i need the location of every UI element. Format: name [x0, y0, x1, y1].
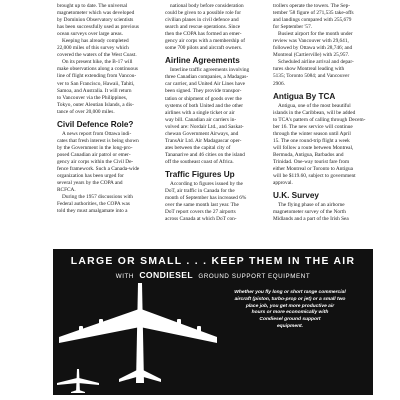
text-line: posed Canadian air patrol or emer- — [57, 151, 131, 158]
heading-antigua: Antigua By TCA — [273, 91, 336, 101]
text-line: search and rescue operations. Since — [165, 24, 241, 31]
text-line: Keeping has already completed — [62, 38, 129, 45]
text-line: ver to San Francisco, Hawaii, Tahiti, — [57, 80, 135, 87]
text-line: told they must amalgamate into a — [57, 208, 128, 215]
text-line: The flying phase of an airborne — [278, 202, 345, 209]
text-line: three Canadian companies, a Madagas- — [165, 74, 249, 81]
column-1-text-a — [57, 3, 154, 116]
column-3-text-b — [273, 103, 369, 188]
text-line: Scheduled airline arrival and depar- — [278, 59, 354, 66]
text-line: by the Government in the long-pro- — [57, 144, 133, 151]
text-line: Antigua, one of the most beautiful — [278, 102, 351, 109]
text-line: civilian planes in civil defence and — [165, 17, 239, 24]
text-line: tation or shipment of goods over the — [165, 95, 242, 102]
column-2-text-c — [165, 181, 261, 223]
text-line: has been successfully used as previous — [57, 24, 139, 31]
text-line: review was Vancouver with 29,641, — [273, 38, 349, 45]
ad-copy-line: equipment. — [276, 323, 304, 329]
heading-civil-defence: Civil Defence Role? — [57, 119, 134, 129]
text-line: gency air corps within the Civil De- — [57, 158, 134, 165]
text-line: off the southeast coast of Africa. — [165, 158, 234, 165]
text-line: ber 16. The new service will continue — [273, 123, 353, 130]
text-line: for September '57. — [273, 24, 313, 31]
text-line: gency air corps with a membership of — [165, 38, 246, 45]
column-1-text-b — [57, 131, 154, 216]
small-aircraft-silhouette-icon — [57, 369, 99, 393]
text-line: covered the waters of the West Coast. — [57, 52, 137, 59]
text-line: either Montreal or Toronto to Antigua — [273, 165, 353, 172]
text-line: tance of over 20,000 miles. — [57, 108, 115, 115]
text-line: During the 1957 discussions with — [62, 194, 133, 201]
ad-headline: LARGE OR SMALL . . . KEEP THEM IN THE AIR — [70, 256, 356, 267]
text-line: will follow a route between Montreal, — [273, 144, 354, 151]
column-3 — [273, 3, 369, 223]
text-line: been signed. They provide transpor- — [165, 88, 242, 95]
text-line: Tokyo, outer Aleutian Islands, a dis- — [57, 101, 134, 108]
text-line: then the COPA has formed an emer- — [165, 31, 242, 38]
text-line: approval. — [273, 180, 293, 187]
text-line: brought up to date. The universal — [57, 3, 128, 9]
text-line: Trinidad. One-way tourist fare from — [273, 158, 350, 165]
text-line: 22,000 miles of this survey which — [57, 45, 129, 52]
heading-airline-agreements: Airline Agreements — [165, 56, 240, 66]
text-line: over the same month last year. The — [165, 202, 239, 209]
text-line: ates between the capital city of — [165, 144, 231, 151]
ad-sub-post: GROUND SUPPORT EQUIPMENT — [198, 273, 311, 280]
ad-copy-line: aircraft (piston, turbo-prop or jet) or a small two — [234, 296, 346, 302]
text-line: tember '58 figure of 271,535 take-offs — [273, 10, 354, 17]
text-line: DoT, air traffic in Canada for the — [165, 188, 235, 195]
text-line: According to figures issued by the — [170, 180, 243, 187]
text-line: On its present hike, the B-17 will — [62, 59, 133, 66]
text-line: way bill. Canadian air carriers in- — [165, 116, 237, 123]
text-line: several years by the COPA and — [57, 180, 123, 187]
text-line: month of September has increased 6% — [165, 195, 247, 202]
text-line: Samoa, and Australia. It will return — [57, 87, 132, 94]
text-line: national body before consideration — [170, 3, 244, 9]
heading-traffic-figures: Traffic Figures Up — [165, 169, 235, 179]
text-line: 5135; Toronto 5084; and Vancouver — [273, 73, 350, 80]
text-line: islands in the Caribbean, will be added — [273, 109, 356, 116]
text-line: magnetometer survey of the North — [273, 209, 346, 216]
text-line: magnetometer which was developed — [57, 10, 135, 17]
text-line: Tananarive and 46 cities on the island — [165, 151, 245, 158]
text-line: line of flight extending from Vancou- — [57, 73, 137, 80]
text-line: will be $119.60, subject to government — [273, 173, 356, 180]
text-line: Interline traffic agreements involving — [170, 67, 250, 74]
column-3-text-a — [273, 3, 369, 88]
text-line: Montreal (Cartierville) with 25,957. — [273, 52, 350, 59]
text-line: by Dominion Observatory scientists — [57, 17, 134, 24]
text-line: to TCA's pattern of calling through Decem- — [273, 116, 366, 123]
text-line: Federal authorities, the COPA was — [57, 201, 130, 208]
large-airliner-silhouette-icon — [59, 283, 217, 383]
text-line: RCFCA. — [57, 187, 76, 194]
text-line: Busiest airport for the month under — [278, 31, 353, 38]
text-line: Bermuda, Antigua, Barbados and — [273, 151, 344, 158]
text-line: TransAir Ltd. Air Madagascar oper- — [165, 137, 242, 144]
ad-body-copy — [216, 290, 364, 331]
text-line: some 700 pilots and aircraft owners. — [165, 45, 243, 52]
ad-sub-pre: WITH — [115, 273, 134, 280]
text-line: across Canada at which DoT con- — [165, 216, 237, 223]
ad-brand: CONDIESEL — [139, 270, 194, 280]
ad-copy-line: Whether you fly long or short range commercial — [234, 290, 346, 295]
text-line: through the winter season until April — [273, 130, 351, 137]
text-line: organization has been urged for — [57, 173, 124, 180]
column-2-text-a — [165, 3, 261, 52]
text-line: ocean surveys over large areas. — [57, 31, 123, 38]
condiesel-advertisement — [53, 249, 373, 395]
text-line: tures show Montreal leading with — [273, 66, 345, 73]
column-2 — [165, 3, 261, 223]
text-line: and landings compared with 255,679 — [273, 17, 352, 24]
text-line: volved are: Nordair Ltd., and Saskat- — [165, 123, 244, 130]
column-2-text-b — [165, 67, 261, 166]
ad-copy-line: place job, you get more productive air — [245, 303, 335, 309]
aircraft-illustration — [53, 279, 218, 395]
column-3-text-c — [273, 202, 369, 223]
text-line: car carrier, and United Air Lines have — [165, 81, 245, 88]
text-line: could be given to a possible role for — [165, 10, 242, 17]
text-line: Midlands and a part of the Irish Sea — [273, 216, 349, 223]
text-line: 15. The one round-trip flight a week — [273, 137, 350, 144]
text-line: DoT report covers the 27 airports — [165, 209, 236, 216]
ad-copy-line: Condiesel ground support — [259, 317, 321, 323]
text-line: trollers operate the towers. The Sep- — [273, 3, 350, 9]
heading-uk-survey: U.K. Survey — [273, 191, 319, 201]
text-line: systems of both United and the other — [165, 102, 243, 109]
text-line: A news report from Ottawa indi- — [62, 130, 132, 137]
text-line: cates that fresh interest is being shown — [57, 137, 139, 144]
text-line: chewan Government Airways, and — [165, 130, 239, 137]
text-line: make observations along a continuous — [57, 66, 138, 73]
text-line: to Vancouver via the Philippines, — [57, 94, 128, 101]
text-line: followed by Ottawa with 28,746; and — [273, 45, 353, 52]
ad-copy-line: hours or more economically with — [251, 310, 329, 316]
text-line: 2906. — [273, 80, 285, 87]
column-1 — [57, 3, 154, 215]
text-line: airlines with a single ticket or air — [165, 109, 235, 116]
text-line: fence framework. Such a Canada-wide — [57, 165, 140, 172]
